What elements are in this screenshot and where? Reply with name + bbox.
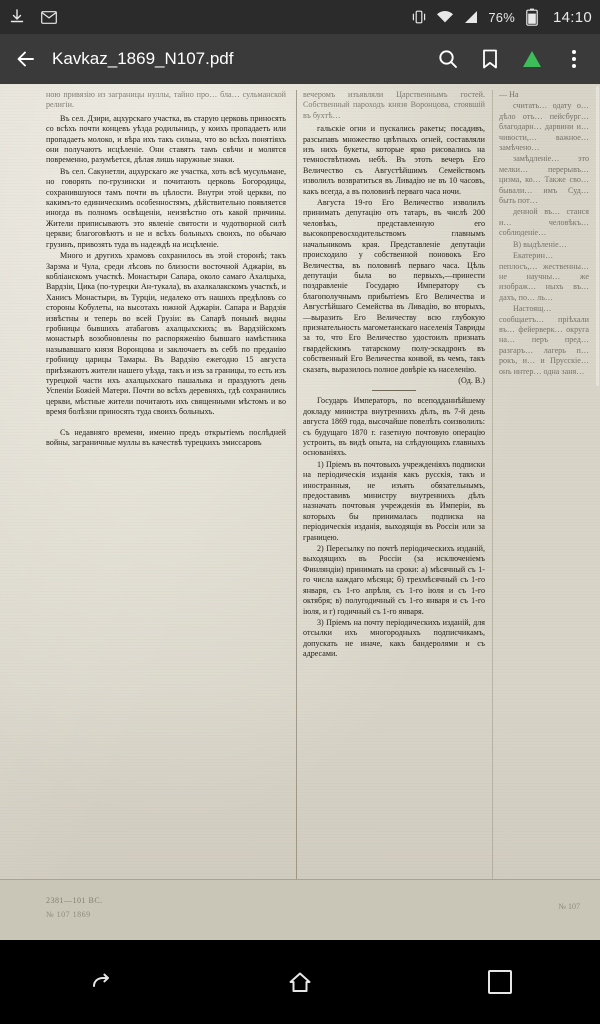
column-1-topcut: ною привязію из заграницы нуллы, тайно про… бла… сульманской религіи. <box>46 90 286 110</box>
column-2-source-attribution: (Од. В.) <box>458 375 485 385</box>
download-icon <box>8 8 26 26</box>
column-3-paragraph: Настоящ… сообщаетъ… пріѣхали въ… фейерверк… округа на… перъ пред… разгаръ… лагерь п… рокъ, и… и Прусскіе… онъ интер… одна заня… <box>499 304 589 376</box>
column-1-paragraph: Много и другихъ храмовъ сохранилось въ этой сторонѣ; такъ Зарзма и Чула, среди лѣсовъ по близости восточной Аджаріи, въ кобліанскомъ участкѣ. Монастыри Сапара, около самаго Ахалцыха, Вардзіи, Цика (по-турецки Ан-тукала), въ ахалкалакскомъ участкѣ, и Ханисъ Монастыри, въ Турціи, недалеко отъ нашихъ предѣловъ со стороны Кобулеты, на высотахъ южной Аджаріи. Сапара и Вардзія извѣстны и теперь во всей Грузіи: въ Сапарѣ понынѣ видны гробницы бывшихъ атабаговъ ахалцыхскихъ; въ Вардзійскомъ монастырѣ возобновлены по распоряженію бывшаго намѣстника называвшаго князя Воронцова и заключаетъ въ себѣ по преданію гробницу царицы Тамары. Въ Вардзію ежегодно 15 августа приѣзжаютъ жители нашего уѣзда, такъ и изъ за границы, то есть изъ турецкой части ихъ ахалцыхскаго пашалыка и праздуютъ день Успеніи Божіей Матери. Почти во всѣхъ деревняхъ, гдѣ сохранились церкви, мѣстные жители почитають ихъ священными мѣстомъ и во время болѣзни приносять туда своихъ больныхъ. <box>46 251 286 417</box>
envelope-icon <box>40 8 58 26</box>
section-divider <box>372 390 416 391</box>
search-icon[interactable] <box>428 39 468 79</box>
page-columns <box>4 90 596 880</box>
document-title: Kavkaz_1869_N107.pdf <box>52 49 234 68</box>
column-2 <box>296 90 492 880</box>
column-3-paragraph: В) выдѣленіе… <box>513 239 567 249</box>
column-1-paragraph: Въ сел. Дзири, ацхурскаго участка, въ старую церковь приносять со всѣхъ почти концевъ уѣзда родильницъ, у коихъ пропадаетъ или пропадаеть молоко, и вѣра ихъ такъ сильна, что во всѣхъ понятіяхъ они получаютъ исцѣленіе. Они ставятъ тамъ свѣчи и молятся повременно, разумѣется, дѣлая лишь наружные знаки. <box>46 113 286 165</box>
status-bar-system-icons <box>410 8 592 26</box>
recents-square-icon <box>488 970 512 994</box>
save-to-drive-icon[interactable] <box>512 39 552 79</box>
status-bar <box>0 0 600 34</box>
column-1 <box>4 90 296 880</box>
battery-percent-label: 76% <box>488 9 515 25</box>
page-footer-right: № 107 <box>558 902 580 911</box>
column-3-paragraph: денной въ… станся и… человѣкъ… соблюденіе… <box>499 207 589 238</box>
vibrate-icon <box>410 8 428 26</box>
scanned-page[interactable] <box>0 84 600 940</box>
system-navigation-bar <box>0 940 600 1024</box>
clock-label: 14:10 <box>552 8 592 26</box>
column-1-paragraph: Въ сел. Сакунетли, ацхурскаго же участка, хоть всѣ мусульмане, но говорять по-грузински и почитають церковь Богородицы, сохранившуюся тамъ почти въ цѣлости. Внутри этой церкви, по какимъ-то единическимъ особенностямъ, дѣйствительно появляется иногда въ полномъ освѣщеніи, неизвѣстно оть какой причины. Жители приписываютъ это явленіе святости и чудотворной силѣ церкви; благоговѣютъ и не и всѣхъ больныхъ своихъ, по обычаю грузинъ, привозять туда въ надеждѣ на исцѣленіе. <box>46 166 286 249</box>
column-2-decree-paragraph: 3) Пріемъ на почту періодическихъ изданій, для отсылки ихъ многородныхъ подписчикамъ, допускать не иначе, какъ бандеролями и съ адресами. <box>303 617 485 659</box>
column-2-paragraph: гальскіе огни и пускались ракеты; посадивъ, разсыпавъ множество цвѣтныхъ огней, составляли изъ нихъ букеты, которые ярко рисовались на темноствѣтномъ небѣ. Въ этоть вечеръ Его Величество съ Августѣйшимъ Семействомъ изволилъ возвратиться въ Ливадію не въ 10 часовъ, какъ всегда, а въ половинѣ перваго часа ночи. <box>303 124 485 196</box>
nav-home-button[interactable] <box>255 952 345 1012</box>
column-2-decree-paragraph: 1) Пріемъ въ почтовыхъ учрежденіяхъ подписки на періодическія изданія какъ русскія, такъ и иностранныя, не изъять обязательнымъ, предоставивъ министру внутреннихъ дѣлъ назначать почтовыя учрежденія въ Имперіи, въ которыхъ бы принималась подписка на періодическія изданія, выходящія въ Россіи или за границею. <box>303 459 485 542</box>
page-footer-line-1: 2381—101 ВС. <box>46 896 103 905</box>
nav-back-button[interactable] <box>55 952 145 1012</box>
back-arrow-icon[interactable] <box>6 39 46 79</box>
wifi-icon <box>436 8 454 26</box>
column-3-paragraph: — На <box>499 90 519 99</box>
page-footer-line-2: № 107 1869 <box>46 910 91 919</box>
column-2-decree-paragraph: 2) Пересылку по почтѣ періодическихъ изданій, выходящихъ въ Россіи (за исключеніемъ Финляндіи) принимать на сроки: а) мѣсячный съ 1-го числа каждаго мѣсяца; б) трехмѣсячный съ 1-го января, съ 1-го апрѣля, съ 1-го іюля и съ 1-го октября; в) полугодичный съ 1-го января и съ 1-го іюля, и г) годичный съ 1-го января. <box>303 544 485 616</box>
battery-icon <box>523 8 541 26</box>
status-bar-notifications <box>8 8 58 26</box>
pdf-viewer[interactable] <box>0 84 600 940</box>
column-2-paragraph: Августа 19-го Его Величество изволилъ принимать депутацію отъ татаръ, въ числѣ 200 человѣкъ, представленную его высокопревосходительствомъ главнымъ начальникомъ края. Представленіе депутаціи происходило у собственной поновокъ Его Величества, въ половинѣ перваго часа. Цѣль депутаціи была во первыхъ,—принести поздравленіе Государю Императору съ благополучнымъ прибытіемъ Его Величества и Августѣйшаго Семейства въ Ливадію, во вторыхъ,—выразить Его Величеству всю глубокую признательность магометанскаго населенія Тавриды за то, что Его Величество удостоилъ признать гвардейскимъ татарскому полу-эскадронъ въ собственный Его Величества конвой, въ чемъ, такъ сказать, выразилось полное довѣріе къ населенію. <box>303 198 485 374</box>
toolbar-actions <box>428 39 594 79</box>
column-3-paragraph: считать… одату о… дѣло отъ… пейсбург… благодарн… дарвини и… чивости,… важное… замѣчено… <box>499 101 589 153</box>
column-1-paragraph: Съ недавняго времени, именно предъ открытіемъ послѣдней войны, заграничные муллы въ качествѣ турецкихъ эмиссаровъ <box>46 427 286 447</box>
column-3-paragraph: замѣдленіе… это мелки… перерывъ… цизма, ко… Также сво… бывали… имъ Суд… быть пот… <box>499 154 589 206</box>
nav-recents-button[interactable] <box>455 952 545 1012</box>
vertical-scrollbar[interactable] <box>596 86 599 386</box>
column-3 <box>492 90 596 880</box>
next-page-sliver <box>0 879 600 940</box>
more-options-icon[interactable] <box>554 39 594 79</box>
app-toolbar <box>0 34 600 84</box>
column-2-topcut: вечеромъ изъявляли Царственнымъ гостей. Собственный пароходъ князя Воронцова, стоявшій въ бухтѣ… <box>303 90 485 120</box>
signal-icon <box>462 8 480 26</box>
bookmark-icon[interactable] <box>470 39 510 79</box>
column-2-decree-paragraph: Государь Императоръ, по всеподданнѣйшему докладу министра внутреннихъ дѣлъ, въ 7-й день августа 1869 года, высочайше повелѣть соизволилъ: съ будущаго 1870 г. газетную почтовую операцію устроить, въ видѣ опыта, на слѣдующихъ главныхъ основаніяхъ. <box>303 396 485 458</box>
column-3-paragraph: Екатерин… пеплосъ,… жественны… не научны… же изображ… ныхъ въ… дахъ, по… ль… <box>499 251 589 302</box>
